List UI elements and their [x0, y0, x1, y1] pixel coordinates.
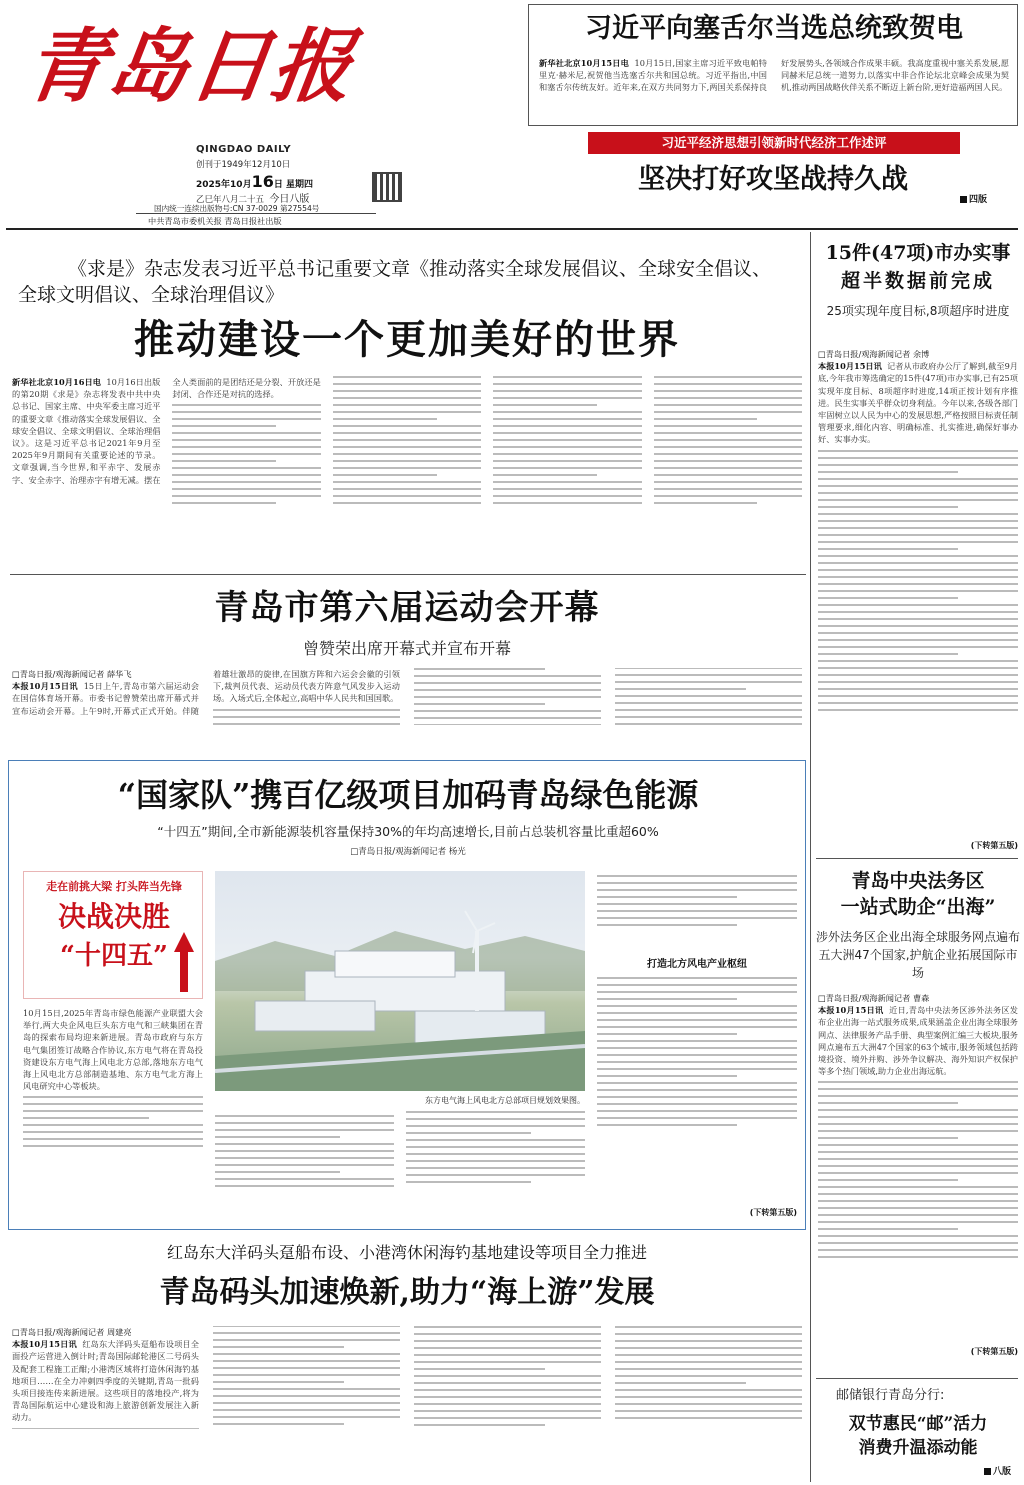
- campaign-badge: [23, 871, 203, 999]
- sports-text: 15日上午,青岛市第六届运动会在国信体育场开幕。市委书记曾赞荣出席开幕式并宣布运动会开幕。上午9时,开幕式正式开始。伴随着雄壮激昂的旋律,在国旗方阵和六运会会徽的引领下,裁判员代表、运动员代表方阵意气风发步入运动场。入场式后,全体起立,高唱中华人民共和国国歌。: [12, 669, 400, 716]
- s1-subhead: 25项实现年度目标,8项超序时进度: [826, 304, 1010, 318]
- port-text: 红岛东大洋码头趸船布设项目全面投产运营进入倒计时;青岛国际邮轮港区二号码头及配套工程施工正酣;小港湾区域将打造休闲海钓基地项目……在全力冲刺四季度的关键期,青岛一批码头项目接连传来新进展。这些项目的落地投产,将为青岛国际航运中心建设和海上旅游创新发展注入新动力。: [12, 1339, 199, 1423]
- top-story-dateline: 新华社北京10月15日电: [539, 58, 629, 68]
- s2-jump: (下转第五版): [970, 1347, 1018, 1356]
- lead-body: [12, 376, 802, 566]
- s2-byline: □青岛日报/观海新闻记者 曹森: [818, 993, 930, 1003]
- energy-body-mid: [215, 1111, 585, 1221]
- energy-headline: “国家队”携百亿级项目加码青岛绿色能源: [117, 776, 699, 814]
- lead-dateline: 新华社北京10月16日电: [12, 377, 102, 387]
- port-headline: 青岛码头加速焕新,助力“海上游”发展: [159, 1275, 655, 1310]
- s2-text: 近日,青岛中央法务区涉外法务区发布企业出海一站式服务成果,成果涵盖企业出海全球服务网点、法律服务产品手册、典型案例汇编三大板块,服务网点遍布五大洲47个国家的63个城市,服务领域包括跨境投资、境外并购、涉外争议解决、海外知识产权保护等多个热门领域,助力企业出海远航。: [818, 1005, 1018, 1077]
- page-ref-square-icon: [984, 1468, 991, 1475]
- lead-headline: 推动建设一个更加美好的世界: [134, 316, 680, 363]
- s2-dateline: 本报10月15日讯: [818, 1005, 884, 1016]
- sports-dateline: 本报10月15日讯: [12, 681, 78, 692]
- s1-headline-l1: 15件(47项)市办实事: [825, 242, 1011, 264]
- masthead-logo: 青岛日报: [19, 19, 361, 113]
- s3-headline-l2: 消费升温添动能: [858, 1438, 978, 1458]
- masthead-date-pre: 2025年10月: [196, 180, 252, 190]
- sidebar-story-3[interactable]: [816, 1382, 1020, 1482]
- column-banner-page-ref-text: 四版: [969, 195, 988, 205]
- badge-sub: “十四五”: [60, 941, 168, 971]
- top-story-headline: 习近平向塞舌尔当选总统致贺电: [585, 13, 963, 44]
- badge-main: 决战决胜: [57, 900, 170, 933]
- top-story-text: 10月15日,国家主席习近平致电帕特里克·赫米尼,祝贺他当选塞舌尔共和国总统。习近平指出,中国和塞舌尔传统友好。近年来,在双方共同努力下,两国关系保持良好发展势头,各领域合作成果丰硕。我高度重视中塞关系发展,愿同赫米尼总统一道努力,以落实中非合作论坛北京峰会成果为契机,推动两国战略伙伴关系不断迈上新台阶,更好造福两国人民。: [539, 58, 1009, 93]
- port-story[interactable]: [8, 1236, 806, 1481]
- port-byline: □青岛日报/观海新闻记者 周建亮: [12, 1327, 132, 1337]
- port-body: [12, 1326, 802, 1476]
- port-dateline: 本报10月15日讯: [12, 1339, 77, 1350]
- s1-jump: (下转第五版): [970, 841, 1018, 850]
- masthead-date-post: 日 星期四: [273, 180, 313, 190]
- page-ref-square-icon: [960, 196, 967, 203]
- energy-body-left: [23, 1007, 203, 1217]
- s1-body: [818, 348, 1018, 842]
- qr-code-icon: [372, 172, 402, 202]
- energy-subhead: “十四五”期间,全市新能源装机容量保持30%的年均高速增长,目前占总装机容量比重超60%: [157, 824, 659, 839]
- badge-top: 走在前挑大梁 打头阵当先锋: [46, 880, 182, 893]
- sidebar-story-1[interactable]: [816, 234, 1020, 854]
- port-deck: 红岛东大洋码头趸船布设、小港湾休闲海钓基地建设等项目全力推进: [166, 1243, 647, 1262]
- sports-byline: □青岛日报/观海新闻记者 薛华飞: [12, 669, 132, 679]
- s1-text: 记者从市政府办公厅了解到,截至9月底,今年我市筹选确定的15件(47项)市办实事,已有25项实现年度目标、8项超序时进度,14项正按计划有序推进。民生实事关乎群众切身利益。今年以来,各级各部门牢固树立以人民为中心的发展思想,严格按照目标责任制管理要求,细化内容、明确标准、扎实推进,确保好事办好、实事办实。: [818, 361, 1018, 445]
- top-story-body: [539, 57, 1009, 121]
- energy-body-right: [597, 871, 797, 951]
- top-story: [528, 4, 1018, 126]
- lead-story[interactable]: [8, 232, 806, 572]
- masthead-issn: 国内统一连续出版物号:CN 37-0029 第27554号: [154, 204, 320, 213]
- project-rendering-image: [215, 871, 585, 1091]
- energy-box[interactable]: [8, 760, 806, 1230]
- lead-text: 10月16日出版的第20期《求是》杂志将发表中共中央总书记、国家主席、中央军委主席习近平的重要文章《推动落实全球发展倡议、全球安全倡议、全球文明倡议、全球治理倡议》。这是习近平总书记2021年9月至2025年9月期间有关重要论述的节录。文章强调,当今世界,和平赤字、发展赤字、安全赤字、治理赤字有增无减。摆在全人类面前的是团结还是分裂、开放还是封闭、合作还是对抗的选择。: [12, 377, 321, 485]
- masthead: [19, 4, 524, 229]
- energy-caption: 东方电气海上风电北方总部项目规划效果图。: [425, 1096, 585, 1105]
- masthead-pages: 今日八版: [269, 194, 310, 205]
- energy-jump: (下转第五版): [749, 1208, 797, 1217]
- s3-page-ref: [984, 1464, 1011, 1477]
- sports-body: [12, 668, 802, 744]
- column-banner-headline: 坚决打好攻坚战持久战: [638, 164, 908, 195]
- masthead-date: [196, 172, 313, 191]
- s1-headline-l2: 超半数据前完成: [840, 270, 995, 292]
- energy-body-right2: [597, 973, 797, 1203]
- sports-story[interactable]: [8, 578, 806, 748]
- s1-dateline: 本报10月15日讯: [818, 361, 882, 372]
- s2-headline-l1: 青岛中央法务区: [851, 870, 985, 892]
- lead-deck: 《求是》杂志发表习近平总书记重要文章《推动落实全球发展倡议、全球安全倡议、全球文明倡议、全球治理倡议》: [18, 258, 772, 306]
- energy-subtitle: 打造北方风电产业枢纽: [647, 959, 747, 970]
- masthead-founded: 创刊于1949年12月10日: [196, 160, 291, 170]
- badge-arrow-icon: [174, 932, 194, 952]
- s2-subhead: 涉外法务区企业出海全球服务网点遍布五大洲47个国家,护航企业拓展国际市场: [816, 930, 1021, 980]
- column-banner[interactable]: [528, 130, 1018, 210]
- masthead-english: QINGDAO DAILY: [196, 144, 292, 155]
- masthead-date-day: 16: [251, 172, 274, 191]
- energy-byline: □青岛日报/观海新闻记者 杨光: [350, 847, 466, 857]
- masthead-sponsor: 中共青岛市委机关报 青岛日报社出版: [148, 216, 282, 226]
- sidebar-story-2[interactable]: [816, 862, 1020, 1362]
- energy-text: 10月15日,2025年青岛市绿色能源产业联盟大会举行,两大央企风电巨头东方电气和三峡集团在青岛的探索布局均迎来新进展。青岛市政府与东方电气集团签订战略合作协议,东方电气将在青岛投资建设东方电气海上风电北方总部,落地东方电气海上风电北方总部制造基地、东方电气北方海上风电研究中心等板块。: [23, 1008, 203, 1092]
- sports-headline: 青岛市第六届运动会开幕: [214, 588, 600, 628]
- s2-body: [818, 992, 1018, 1342]
- s3-page-ref-text: 八版: [993, 1467, 1012, 1477]
- s3-kicker: 邮储银行青岛分行:: [836, 1388, 945, 1403]
- rendering-illustration: [215, 871, 585, 1091]
- s3-headline-l1: 双节惠民“邮”活力: [848, 1414, 988, 1434]
- s2-headline-l2: 一站式助企“出海”: [840, 896, 996, 918]
- s1-byline: □青岛日报/观海新闻记者 余博: [818, 349, 930, 359]
- column-banner-kicker: 习近平经济思想引领新时代经济工作述评: [588, 132, 960, 154]
- masthead-lunar: 乙巳年八月二十五: [196, 195, 265, 205]
- column-banner-page-ref: [960, 192, 987, 205]
- sports-subhead: 曾赞荣出席开幕式并宣布开幕: [302, 639, 511, 658]
